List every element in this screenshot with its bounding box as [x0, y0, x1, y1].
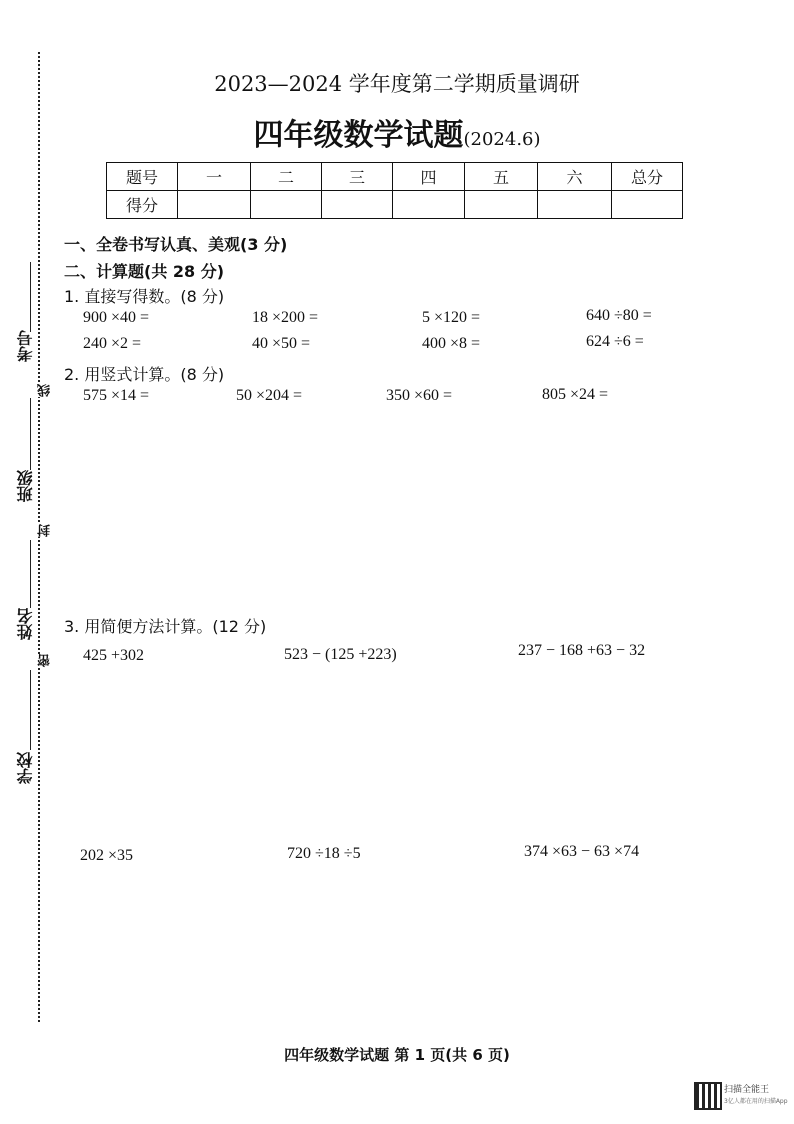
exam-title-text: 四年级数学试题: [253, 118, 464, 153]
school-label: 学校: [16, 752, 35, 784]
q3-expr: 237 − 168 +63 − 32: [518, 642, 646, 659]
class-underline: [30, 398, 31, 470]
class-label: 班级: [16, 470, 35, 502]
score-table-score-row: [107, 191, 683, 219]
q3-expr: 720 ÷18 ÷5: [287, 845, 361, 862]
scanner-watermark: [694, 1080, 790, 1110]
seal-line-mark: 线: [38, 384, 53, 397]
q1-expr: 900 ×40 =: [83, 309, 150, 326]
table-cell: 一: [178, 163, 251, 191]
q2-expr: 805 ×24 =: [542, 386, 609, 403]
table-cell: 总分: [612, 163, 683, 191]
q3-expr: 425 +302: [83, 647, 145, 664]
q1-expr: 18 ×200 =: [252, 309, 319, 326]
score-cell[interactable]: [251, 191, 322, 219]
exam-subtitle: 2023—2024 学年度第二学期质量调研: [214, 72, 580, 96]
binding-dotted-line: [38, 52, 40, 1022]
table-cell: 题号: [107, 163, 178, 191]
score-cell[interactable]: [465, 191, 538, 219]
section-1-heading: 一、全卷书写认真、美观(3 分): [64, 235, 288, 254]
q1-expr: 624 ÷6 =: [586, 333, 644, 350]
q1-expr: 5 ×120 =: [422, 309, 481, 326]
q1-expr: 400 ×8 =: [422, 335, 481, 352]
exam-title: [0, 110, 794, 154]
question-1-label: 1. 直接写得数。(8 分): [64, 287, 225, 306]
name-underline: [30, 540, 31, 608]
score-table-header-row: [107, 163, 683, 191]
score-cell[interactable]: [538, 191, 612, 219]
q2-expr: 575 ×14 =: [83, 387, 150, 404]
exam-no-label: 考号: [16, 330, 35, 362]
q3-expr: 202 ×35: [80, 847, 134, 864]
qr-code-icon: [694, 1082, 722, 1110]
seal-mi-mark: 密: [38, 654, 53, 667]
q2-expr: 350 ×60 =: [386, 387, 453, 404]
table-cell: 二: [251, 163, 322, 191]
name-label: 姓名: [16, 608, 35, 640]
table-cell: 三: [322, 163, 393, 191]
question-3-label: 3. 用简便方法计算。(12 分): [64, 617, 267, 636]
score-cell[interactable]: [612, 191, 683, 219]
exam-date: (2024.6): [463, 129, 541, 150]
school-underline: [30, 670, 31, 750]
score-table: [106, 162, 683, 219]
watermark-text: 扫描全能王: [724, 1085, 770, 1095]
seal-feng-mark: 封: [38, 524, 53, 537]
table-cell: 四: [393, 163, 465, 191]
score-cell[interactable]: [322, 191, 393, 219]
table-cell: 五: [465, 163, 538, 191]
exam-no-underline: [30, 262, 31, 332]
watermark-subtext: 3亿人都在用的扫描App: [724, 1098, 788, 1105]
score-cell[interactable]: [393, 191, 465, 219]
table-cell: 得分: [107, 191, 178, 219]
question-2-label: 2. 用竖式计算。(8 分): [64, 365, 225, 384]
q2-expr: 50 ×204 =: [236, 387, 303, 404]
q1-expr: 40 ×50 =: [252, 335, 311, 352]
q1-expr: 240 ×2 =: [83, 335, 142, 352]
q3-expr: 523 − (125 +223): [284, 646, 397, 663]
q3-expr: 374 ×63 − 63 ×74: [524, 843, 640, 860]
page-footer: 四年级数学试题 第 1 页(共 6 页): [284, 1046, 510, 1064]
table-cell: 六: [538, 163, 612, 191]
section-2-heading: 二、计算题(共 28 分): [64, 262, 225, 281]
score-cell[interactable]: [178, 191, 251, 219]
q1-expr: 640 ÷80 =: [586, 307, 652, 324]
